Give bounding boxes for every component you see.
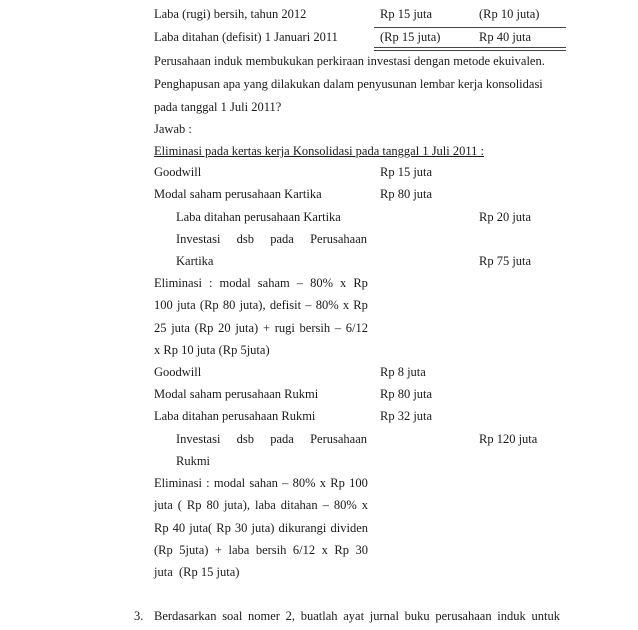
journal-debit-account: Modal saham perusahaan Rukmi <box>154 387 319 401</box>
journal-debit-amount: Rp 80 juta <box>380 187 433 201</box>
word: x <box>321 543 328 557</box>
word: 80 <box>222 298 236 312</box>
word: Eliminasi <box>154 476 202 490</box>
word: juta <box>154 498 173 512</box>
table-cell: Rp 15 juta <box>380 7 433 21</box>
word: Berdasarkan <box>154 609 217 623</box>
word: nomer <box>248 609 280 623</box>
table-cell: Rp 40 juta <box>479 30 532 44</box>
word: : <box>206 476 210 490</box>
word: 2, <box>285 609 296 623</box>
elimination-note <box>154 320 368 336</box>
word: ditahan <box>280 498 318 512</box>
word: juta <box>176 298 196 312</box>
word: 80 <box>206 498 219 512</box>
word: Perusahaan <box>310 432 367 446</box>
word: 25 <box>154 321 167 335</box>
word: Rp <box>154 521 169 535</box>
word: defisit <box>269 298 302 312</box>
word: pada <box>270 232 294 246</box>
word: buatlah <box>300 609 338 623</box>
word: juta), <box>239 298 266 312</box>
paragraph: Penghapusan apa yang dilakukan dalam penyusunan lembar kerja konsolidasi <box>154 77 543 91</box>
word: x <box>342 298 350 312</box>
word: perusahaan <box>435 609 492 623</box>
word: – <box>334 321 342 335</box>
word: + <box>262 321 270 335</box>
word: juta), <box>223 498 250 512</box>
word: – <box>305 298 312 312</box>
word: 80% <box>292 476 316 490</box>
word: 80% <box>333 498 357 512</box>
word: Investasi <box>176 432 221 446</box>
elimination-note: juta (Rp 15 juta) <box>154 565 240 579</box>
table-row-label: Laba ditahan (defisit) 1 Januari 2011 <box>154 30 338 44</box>
table-divider <box>374 27 566 28</box>
journal-debit-account: Goodwill <box>154 165 202 179</box>
word: (Rp <box>199 298 219 312</box>
word: dsb <box>236 232 255 246</box>
word: Eliminasi <box>154 276 202 290</box>
journal-debit-amount: Rp 80 juta <box>380 387 433 401</box>
word: 80% <box>315 298 339 312</box>
question-text <box>154 608 560 624</box>
word: Rp <box>216 521 231 535</box>
elimination-note <box>154 475 368 491</box>
word: – <box>322 498 329 512</box>
word: juta) <box>251 521 275 535</box>
word: buku <box>404 609 430 623</box>
elimination-note <box>154 520 368 536</box>
word: : <box>208 276 213 290</box>
journal-credit-account-cont: Rukmi <box>176 454 211 468</box>
word: ( <box>177 498 182 512</box>
journal-credit-account-cont: Kartika <box>176 254 214 268</box>
word: 100 <box>154 298 173 312</box>
word: soal <box>222 609 243 623</box>
word: pada <box>270 432 294 446</box>
answer-label: Jawab : <box>154 122 192 136</box>
journal-credit-amount: Rp 120 juta <box>479 432 538 446</box>
journal-credit-account <box>176 431 367 447</box>
elimination-note <box>154 542 368 558</box>
word: 100 <box>349 476 368 490</box>
elimination-note <box>154 275 368 291</box>
word: juta( <box>189 521 213 535</box>
journal-debit-account: Laba ditahan perusahaan Rukmi <box>154 409 316 423</box>
word: + <box>214 543 222 557</box>
word: 30 <box>234 521 248 535</box>
word: untuk <box>531 609 560 623</box>
paragraph: pada tanggal 1 Juli 2011? <box>154 100 282 114</box>
word: x <box>319 476 327 490</box>
word: Rp <box>330 476 345 490</box>
word: induk <box>497 609 526 623</box>
section-title: Eliminasi pada kertas kerja Konsolidasi pada tanggal 1 Juli 2011 : <box>154 144 485 158</box>
table-row-label: Laba (rugi) bersih, tahun 2012 <box>154 7 307 21</box>
word: Perusahaan <box>310 232 367 246</box>
word: 6/12 <box>345 321 368 335</box>
word: dsb <box>236 432 255 446</box>
word: 40 <box>172 521 186 535</box>
table-bottom-rule-double <box>374 50 566 51</box>
table-cell: (Rp 15 juta) <box>380 30 441 44</box>
journal-debit-amount: Rp 8 juta <box>380 365 426 379</box>
word: sahan <box>249 476 278 490</box>
word: Rp <box>334 543 349 557</box>
paragraph: Perusahaan induk membukukan perkiraan investasi dengan metode ekuivalen. <box>154 54 545 68</box>
table-bottom-rule <box>374 47 566 48</box>
word: bersih <box>255 543 287 557</box>
word: 20 <box>218 321 231 335</box>
word: ayat <box>343 609 365 623</box>
journal-credit-account <box>176 231 367 247</box>
journal-credit-account: Laba ditahan perusahaan Kartika <box>176 210 341 224</box>
word: juta) <box>235 321 259 335</box>
word: Rp <box>353 298 368 312</box>
word: (Rp <box>194 321 214 335</box>
word: 80% <box>310 276 333 290</box>
word: bersih <box>299 321 331 335</box>
journal-debit-amount: Rp 32 juta <box>380 409 433 423</box>
word: laba <box>254 498 276 512</box>
word: x <box>340 276 347 290</box>
word: dividen <box>330 521 368 535</box>
word: saham <box>257 276 290 290</box>
journal-debit-account: Modal saham perusahaan Kartika <box>154 187 322 201</box>
word: – <box>282 476 289 490</box>
word: jurnal <box>369 609 399 623</box>
journal-debit-amount: Rp 15 juta <box>380 165 433 179</box>
word: modal <box>213 476 246 490</box>
word: 30 <box>355 543 368 557</box>
table-cell: (Rp 10 juta) <box>479 7 540 21</box>
journal-debit-account: Goodwill <box>154 365 202 379</box>
word: 5juta) <box>179 543 209 557</box>
word: (Rp <box>154 543 173 557</box>
word: Investasi <box>176 232 221 246</box>
journal-credit-amount: Rp 20 juta <box>479 210 532 224</box>
elimination-note <box>154 297 368 313</box>
word: 6/12 <box>292 543 316 557</box>
word: modal <box>219 276 251 290</box>
word: laba <box>228 543 250 557</box>
word: Rp <box>186 498 202 512</box>
word: Rp <box>353 276 368 290</box>
word: rugi <box>274 321 295 335</box>
elimination-note <box>154 497 368 513</box>
word: – <box>296 276 304 290</box>
word: dikurangi <box>278 521 327 535</box>
word: juta <box>171 321 190 335</box>
elimination-note: x Rp 10 juta (Rp 5juta) <box>154 343 270 357</box>
question-number: 3. <box>134 609 144 623</box>
journal-credit-amount: Rp 75 juta <box>479 254 532 268</box>
word: x <box>361 498 368 512</box>
